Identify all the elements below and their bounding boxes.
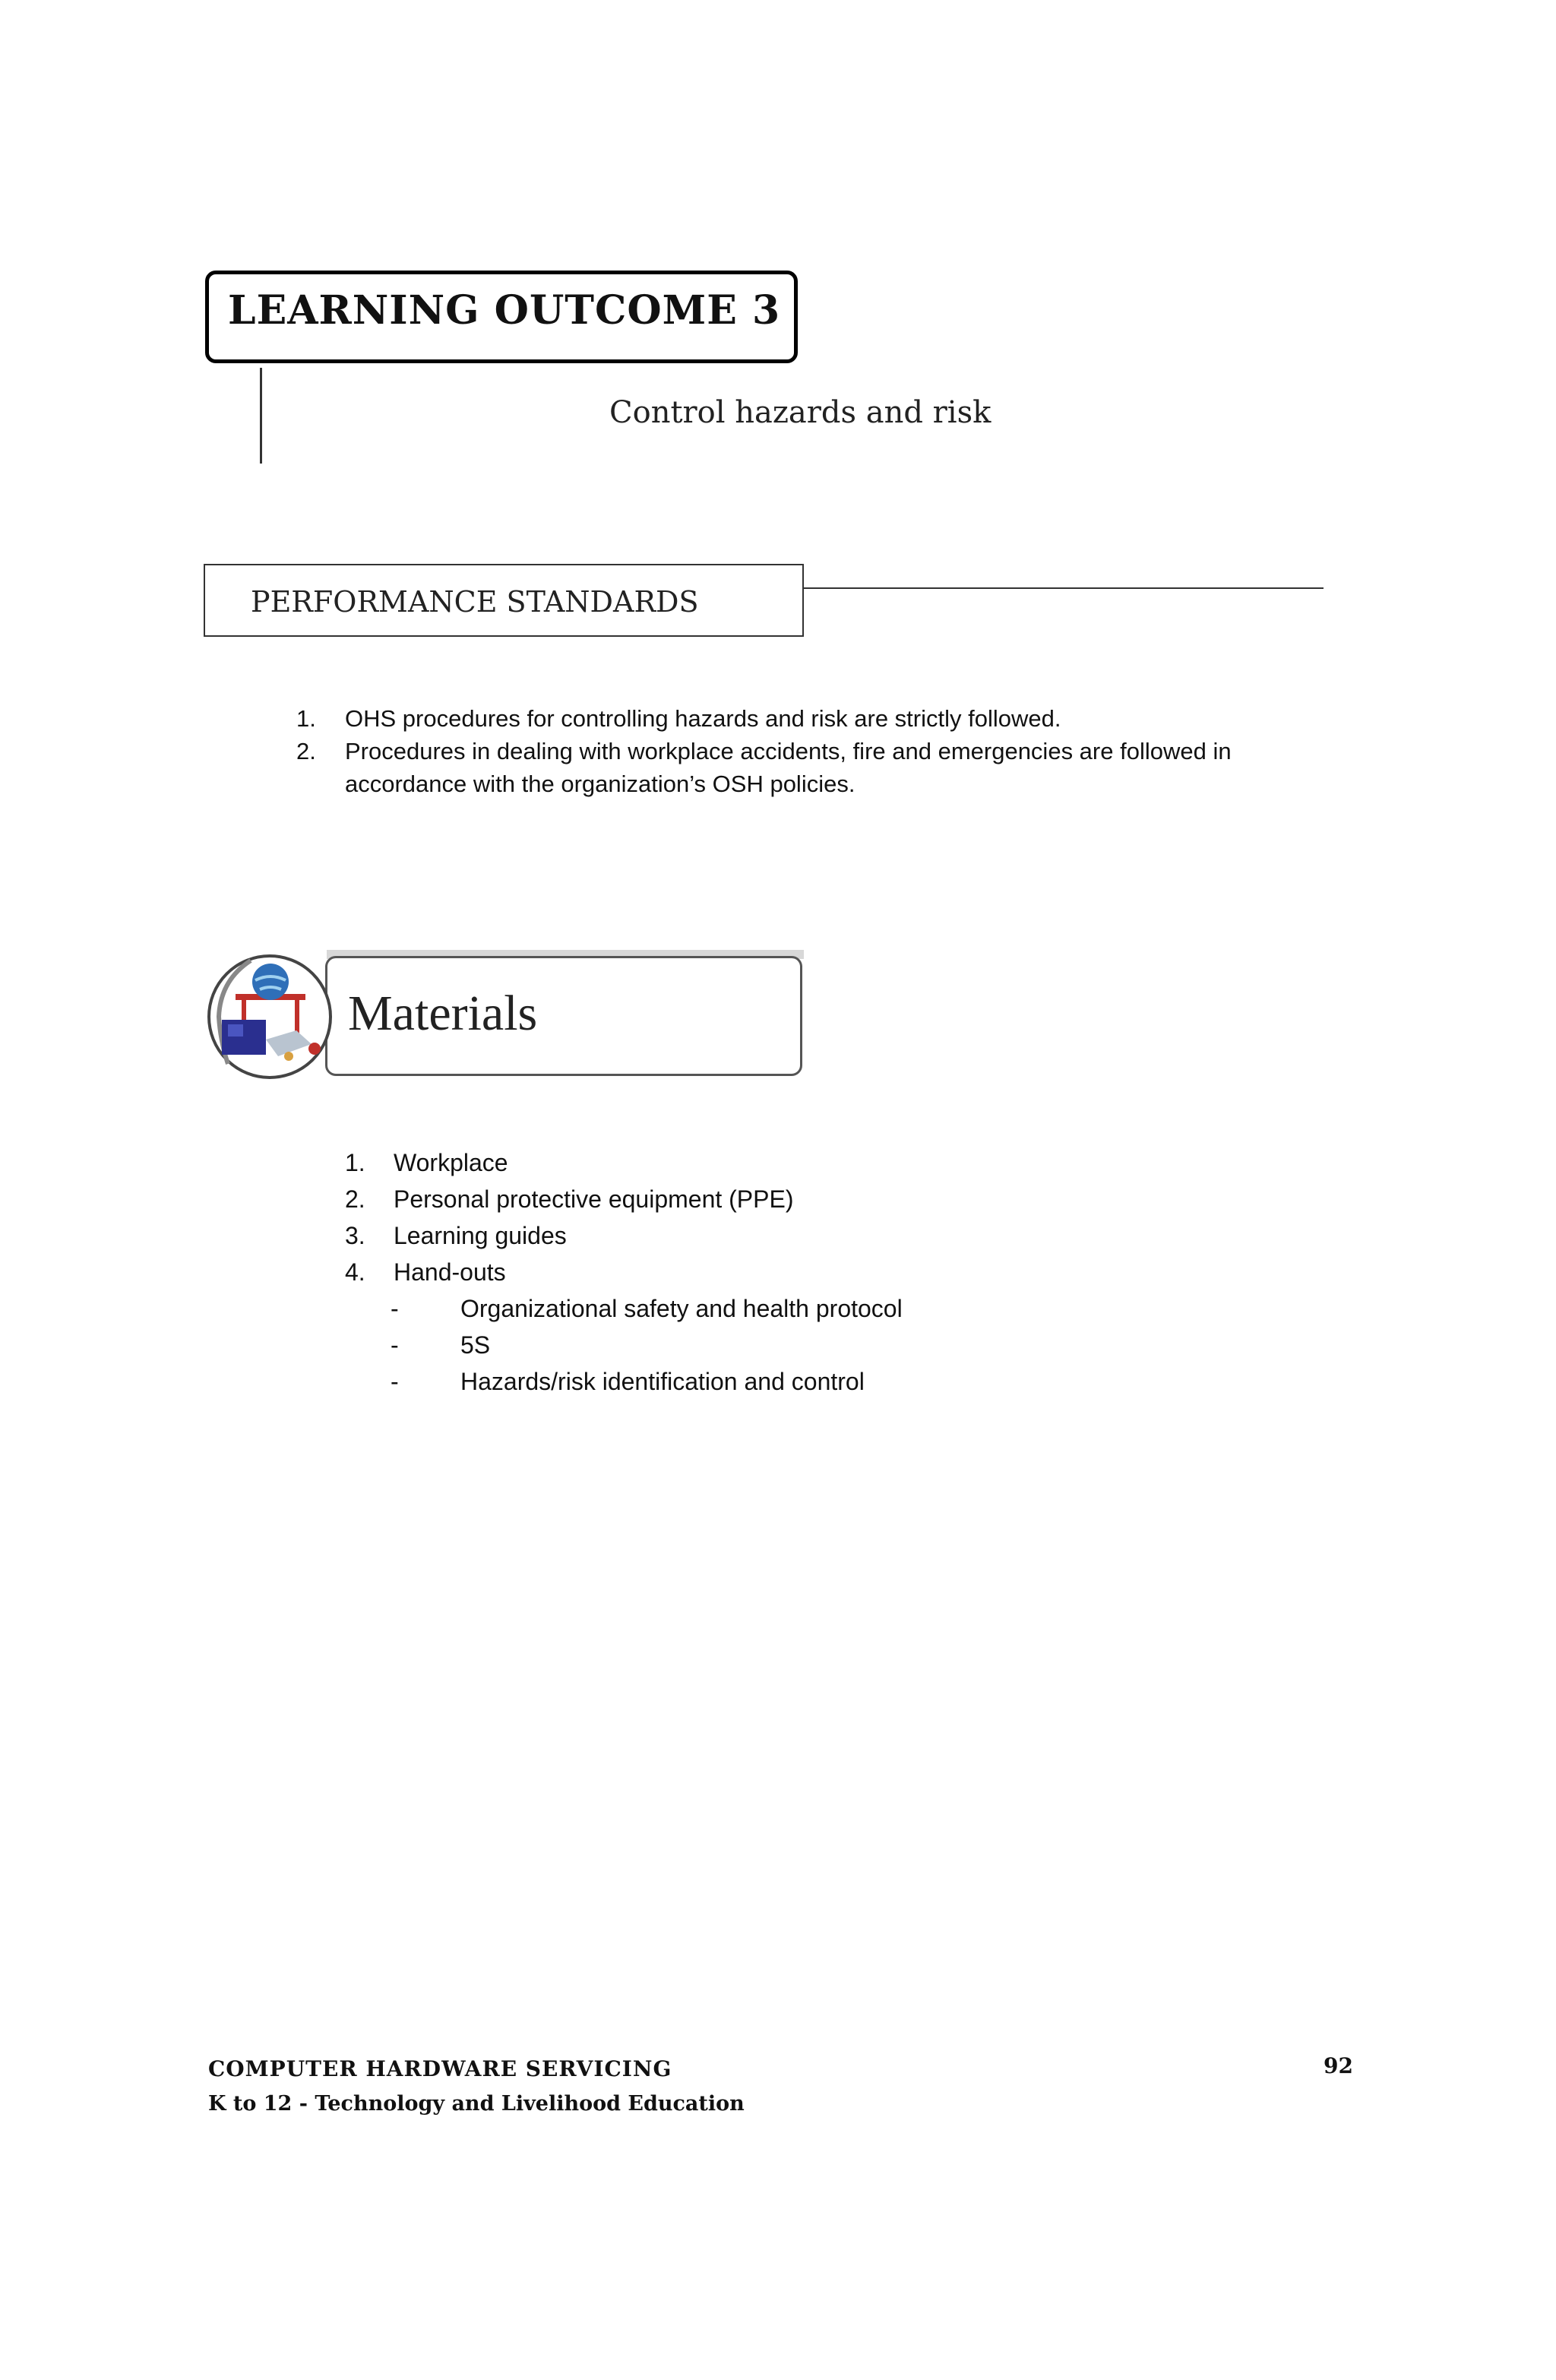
list-item	[345, 1144, 903, 1181]
list-item	[345, 1181, 903, 1217]
sublist-dash: -	[391, 1368, 399, 1395]
list-item-number: 3.	[345, 1222, 365, 1249]
list-item-number: 1.	[296, 705, 316, 732]
sublist-item	[391, 1327, 903, 1363]
list-item	[345, 1254, 903, 1290]
footer-program: K to 12 - Technology and Livelihood Education	[208, 2092, 745, 2116]
list-item-text: Personal protective equipment (PPE)	[394, 1185, 794, 1213]
learning-outcome-title: LEARNING OUTCOME 3	[228, 287, 781, 334]
page-number: 92	[1324, 2053, 1353, 2078]
materials-globe-icon	[205, 950, 334, 1084]
list-item-text: Workplace	[394, 1149, 508, 1176]
performance-standards-heading: PERFORMANCE STANDARDS	[251, 585, 699, 619]
list-item	[296, 735, 1284, 800]
sublist-item	[391, 1290, 903, 1327]
sublist-item	[391, 1363, 903, 1400]
list-item	[345, 1217, 903, 1254]
list-item-text: Hand-outs	[394, 1258, 506, 1286]
footer	[208, 2052, 745, 2122]
performance-standards-list	[296, 702, 1284, 800]
learning-outcome-subtitle: Control hazards and risk	[609, 395, 991, 430]
materials-list	[345, 1144, 903, 1400]
learning-outcome-connector	[260, 368, 262, 464]
sublist-dash: -	[391, 1331, 399, 1359]
list-item-text: OHS procedures for controlling hazards and risk are strictly followed.	[345, 705, 1061, 732]
sublist-item-text: 5S	[460, 1331, 491, 1359]
list-item-number: 2.	[296, 738, 316, 764]
footer-course-title: COMPUTER HARDWARE SERVICING	[208, 2056, 672, 2081]
sublist-item-text: Organizational safety and health protocol	[460, 1295, 903, 1322]
list-item	[296, 702, 1284, 735]
sublist-dash: -	[391, 1295, 399, 1322]
handout-sublist	[391, 1290, 903, 1400]
performance-standards-divider	[804, 587, 1324, 589]
list-item-text: Learning guides	[394, 1222, 567, 1249]
list-item-number: 2.	[345, 1185, 365, 1213]
materials-heading: Materials	[348, 986, 538, 1041]
sublist-item-text: Hazards/risk identification and control	[460, 1368, 865, 1395]
list-item-number: 1.	[345, 1149, 365, 1176]
list-item-text: Procedures in dealing with workplace accidents, fire and emergencies are followed in accordance with the organization’s OSH policies.	[345, 738, 1232, 797]
list-item-number: 4.	[345, 1258, 365, 1286]
